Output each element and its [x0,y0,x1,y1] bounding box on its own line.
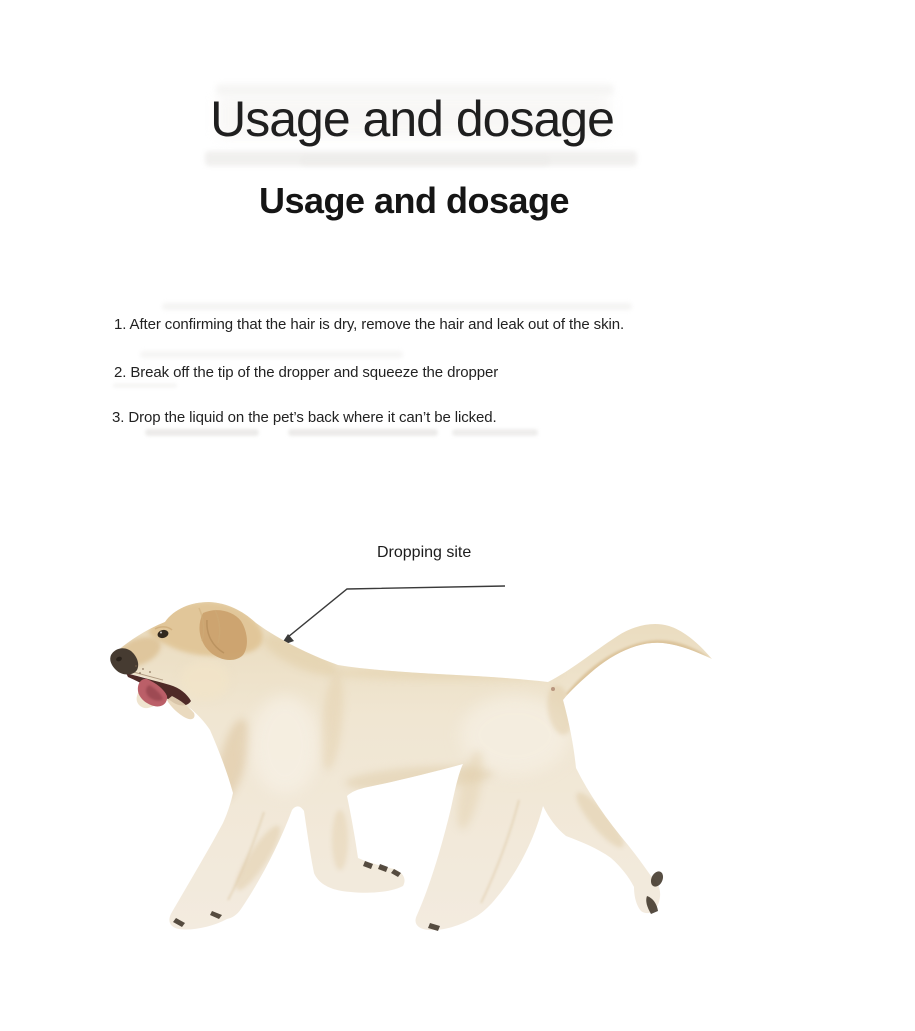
page-subtitle: Usage and dosage [258,180,570,221]
dog [110,602,712,931]
eye-glint [160,632,162,634]
annotation-arrow [280,586,505,646]
instruction-step-1: 1. After confirming that the hair is dry, remove the hair and leak out of the skin. [114,316,625,333]
instruction-step-3: 3. Drop the liquid on the pet’s back where it can’t be licked. [112,409,497,426]
nipple-dot [551,687,555,691]
instruction-step-2: 2. Break off the tip of the dropper and squeeze the dropper [114,364,499,381]
dropping-site-label: Dropping site [377,544,472,561]
page-title: Usage and dosage [210,91,614,147]
arrow-line [288,586,505,637]
